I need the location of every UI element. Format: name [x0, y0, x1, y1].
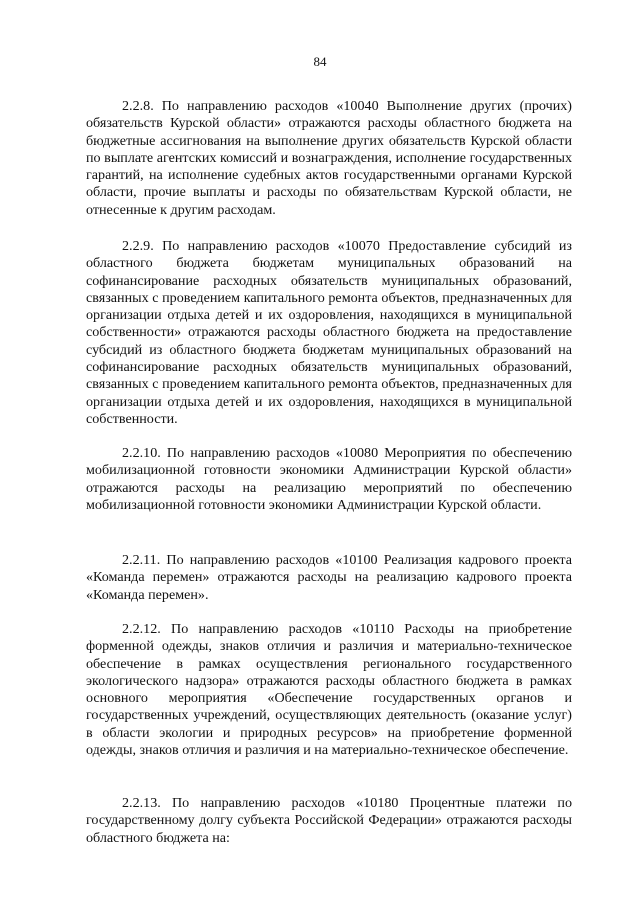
paragraph-2-2-11: 2.2.11. По направлению расходов «10100 Реализация кадрового проекта «Команда перемен» отражаются расходы на реализацию кадрового проекта «Команда перемен».: [86, 552, 572, 603]
paragraph-2-2-13: 2.2.13. По направлению расходов «10180 Процентные платежи по государственному долгу субъекта Российской Федерации» отражаются расходы областного бюджета на:: [86, 795, 572, 846]
paragraph-2-2-12: 2.2.12. По направлению расходов «10110 Расходы на приобретение форменной одежды, знаков отличия и различия и материально-техническое обеспечение в рамках осуществления регионального государственного экологического надзора» отражаются расходы областного бюджета в рамках основного мероприятия «Обеспечение государственных органов и государственных учреждений, осуществляющих деятельность (оказание услуг) в области экологии и природных ресурсов» на приобретение форменной одежды, знаков отличия и различия и на материально-техническое обеспечение.: [86, 621, 572, 759]
paragraph-2-2-9: 2.2.9. По направлению расходов «10070 Предоставление субсидий из областного бюджета бюджетам муниципальных образований на софинансирование расходных обязательств муниципальных образований, связанных с проведением капитального ремонта объектов, предназначенных для организации отдыха детей и их оздоровления, находящихся в муниципальной собственности» отражаются расходы областного бюджета на предоставление субсидий из областного бюджета бюджетам муниципальных образований на софинансирование расходных обязательств муниципальных образований, связанных с проведением капитального ремонта объектов, предназначенных для организации отдыха детей и их оздоровления, находящихся в муниципальной собственности.: [86, 238, 572, 427]
paragraph-2-2-8: 2.2.8. По направлению расходов «10040 Выполнение других (прочих) обязательств Курской области» отражаются расходы областного бюджета на бюджетные ассигнования на выполнение других обязательств Курской области по выплате агентских комиссий и вознаграждения, исполнение государственных гарантий, на исполнение судебных актов государственными органами Курской области, прочие выплаты и расходы по обязательствам Курской области, не отнесенные к другим расходам.: [86, 98, 572, 218]
paragraph-2-2-10: 2.2.10. По направлению расходов «10080 Мероприятия по обеспечению мобилизационной готовности экономики Администрации Курской области» отражаются расходы на реализацию мероприятий по обеспечению мобилизационной готовности экономики Администрации Курской области.: [86, 445, 572, 513]
page-number: 84: [313, 54, 327, 69]
